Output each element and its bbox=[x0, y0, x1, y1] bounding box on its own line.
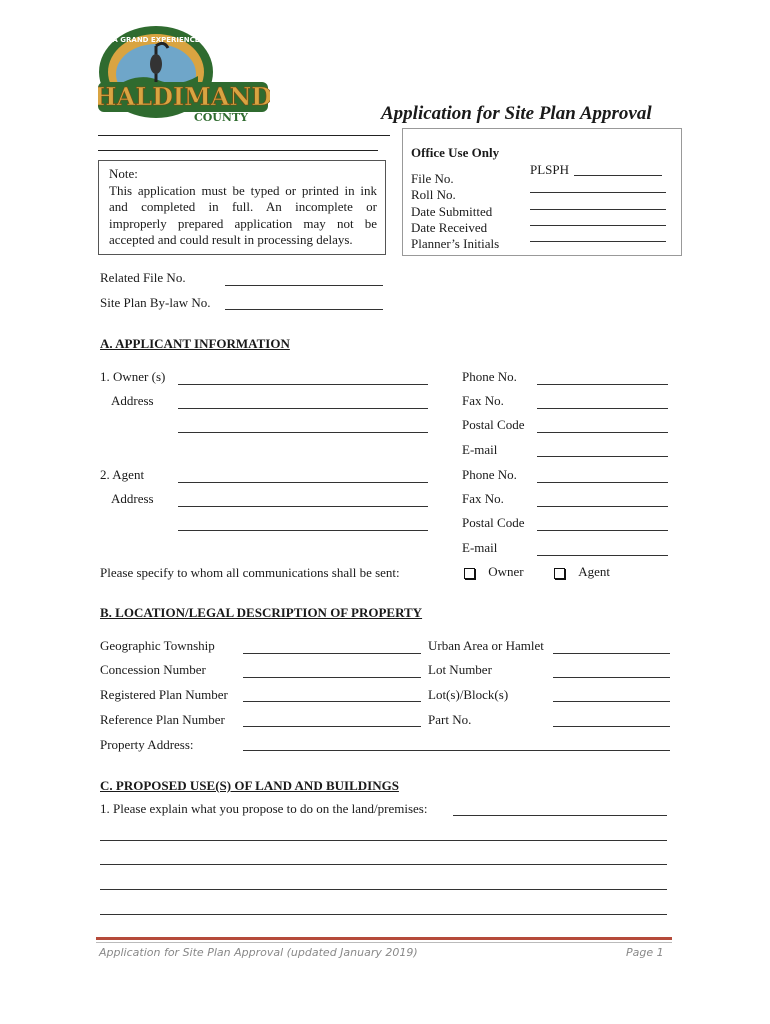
agent-fax-field[interactable] bbox=[537, 506, 668, 507]
agent-email-label: E-mail bbox=[462, 540, 498, 555]
agent-phone-label: Phone No. bbox=[462, 467, 517, 482]
agent-name-field[interactable] bbox=[178, 482, 428, 483]
owner-phone-label: Phone No. bbox=[462, 369, 517, 384]
office-field-file: File No. bbox=[411, 171, 454, 186]
owner-name-field[interactable] bbox=[178, 384, 428, 385]
page-title: Application for Site Plan Approval bbox=[381, 103, 652, 124]
bylaw-field[interactable] bbox=[225, 309, 383, 310]
office-field-labels bbox=[411, 171, 499, 252]
note-box bbox=[98, 160, 386, 255]
lots-blocks-label: Lot(s)/Block(s) bbox=[428, 687, 509, 702]
office-field-initials: Planner’s Initials bbox=[411, 236, 500, 252]
office-use-box bbox=[402, 128, 682, 256]
owner-address-label: Address bbox=[111, 393, 154, 408]
reference-plan-label: Reference Plan Number bbox=[100, 712, 225, 727]
file-no-field[interactable] bbox=[530, 192, 666, 193]
related-file-field[interactable] bbox=[225, 285, 383, 286]
communications-question: Please specify to whom all communications shall be sent: bbox=[100, 565, 400, 580]
agent-label: 2. Agent bbox=[100, 467, 145, 482]
agent-email-field[interactable] bbox=[537, 555, 668, 556]
section-a-heading: A. APPLICANT INFORMATION bbox=[100, 336, 290, 351]
reference-plan-field[interactable] bbox=[243, 726, 421, 727]
agent-postal-label: Postal Code bbox=[462, 515, 525, 530]
part-no-label: Part No. bbox=[428, 712, 472, 727]
svg-text:HALDIMAND: HALDIMAND bbox=[98, 82, 270, 111]
note-text: This application must be typed or printed in ink and completed in full. An incomplete or improperly prepared application may not be accepted and could result in processing delays. bbox=[109, 182, 377, 247]
owner-address-field-2[interactable] bbox=[178, 432, 428, 433]
roll-no-field[interactable] bbox=[530, 209, 666, 210]
svg-text:COUNTY: COUNTY bbox=[193, 111, 248, 124]
agent-checkbox[interactable] bbox=[554, 568, 565, 579]
svg-text:A GRAND EXPERIENCE: A GRAND EXPERIENCE bbox=[112, 36, 200, 44]
related-file-label: Related File No. bbox=[100, 270, 186, 285]
urban-area-label: Urban Area or Hamlet bbox=[428, 638, 544, 653]
footer-page-number: Page 1 bbox=[626, 946, 664, 959]
owner-phone-field[interactable] bbox=[537, 384, 668, 385]
owner-email-label: E-mail bbox=[462, 442, 498, 457]
owner-option[interactable] bbox=[464, 564, 524, 580]
plsph-field[interactable] bbox=[574, 175, 662, 176]
owner-label: 1. Owner (s) bbox=[100, 369, 166, 384]
footer-rule-red bbox=[96, 937, 672, 940]
agent-option-label: Agent bbox=[578, 564, 611, 579]
section-c-heading: C. PROPOSED USE(S) OF LAND AND BUILDINGS bbox=[100, 778, 399, 793]
lot-number-label: Lot Number bbox=[428, 662, 492, 677]
owner-postal-label: Postal Code bbox=[462, 417, 525, 432]
header-rule-1 bbox=[98, 135, 390, 136]
concession-field[interactable] bbox=[243, 677, 421, 678]
registered-plan-label: Registered Plan Number bbox=[100, 687, 228, 702]
owner-email-field[interactable] bbox=[537, 456, 668, 457]
owner-postal-field[interactable] bbox=[537, 432, 668, 433]
date-received-field[interactable] bbox=[530, 241, 666, 242]
lot-number-field[interactable] bbox=[553, 677, 670, 678]
agent-fax-label: Fax No. bbox=[462, 491, 504, 506]
agent-address-label: Address bbox=[111, 491, 154, 506]
office-field-received: Date Received bbox=[411, 219, 488, 235]
date-submitted-field[interactable] bbox=[530, 225, 666, 226]
registered-plan-field[interactable] bbox=[243, 701, 421, 702]
property-address-field[interactable] bbox=[243, 750, 670, 751]
section-b-heading: B. LOCATION/LEGAL DESCRIPTION OF PROPERTY bbox=[100, 605, 423, 620]
proposed-use-question: 1. Please explain what you propose to do on the land/premises: bbox=[100, 801, 428, 816]
agent-address-field-1[interactable] bbox=[178, 506, 428, 507]
owner-fax-field[interactable] bbox=[537, 408, 668, 409]
urban-area-field[interactable] bbox=[553, 653, 670, 654]
concession-label: Concession Number bbox=[100, 662, 206, 677]
lots-blocks-field[interactable] bbox=[553, 701, 670, 702]
agent-phone-field[interactable] bbox=[537, 482, 668, 483]
property-address-label: Property Address: bbox=[100, 737, 194, 752]
note-label: Note: bbox=[109, 166, 138, 181]
proposed-use-field-3[interactable] bbox=[100, 889, 667, 890]
plsph-label: PLSPH bbox=[530, 162, 570, 177]
part-no-field[interactable] bbox=[553, 726, 670, 727]
owner-address-field-1[interactable] bbox=[178, 408, 428, 409]
office-field-roll: Roll No. bbox=[411, 187, 456, 203]
township-field[interactable] bbox=[243, 653, 421, 654]
office-use-heading: Office Use Only bbox=[411, 145, 500, 160]
footer-title: Application for Site Plan Approval (updated January 2019) bbox=[99, 946, 418, 959]
proposed-use-field-2[interactable] bbox=[100, 864, 667, 865]
owner-fax-label: Fax No. bbox=[462, 393, 504, 408]
agent-postal-field[interactable] bbox=[537, 530, 668, 531]
owner-checkbox[interactable] bbox=[464, 568, 475, 579]
township-label: Geographic Township bbox=[100, 638, 215, 653]
header-rule-2 bbox=[98, 150, 378, 151]
proposed-use-field-0[interactable] bbox=[453, 815, 667, 816]
owner-option-label: Owner bbox=[488, 564, 524, 579]
footer-rule-grey bbox=[96, 942, 672, 943]
bylaw-label: Site Plan By-law No. bbox=[100, 295, 211, 310]
agent-option[interactable] bbox=[554, 564, 610, 580]
county-logo bbox=[98, 24, 270, 124]
office-field-submitted: Date Submitted bbox=[411, 203, 493, 219]
proposed-use-field-1[interactable] bbox=[100, 840, 667, 841]
proposed-use-field-4[interactable] bbox=[100, 914, 667, 915]
agent-address-field-2[interactable] bbox=[178, 530, 428, 531]
